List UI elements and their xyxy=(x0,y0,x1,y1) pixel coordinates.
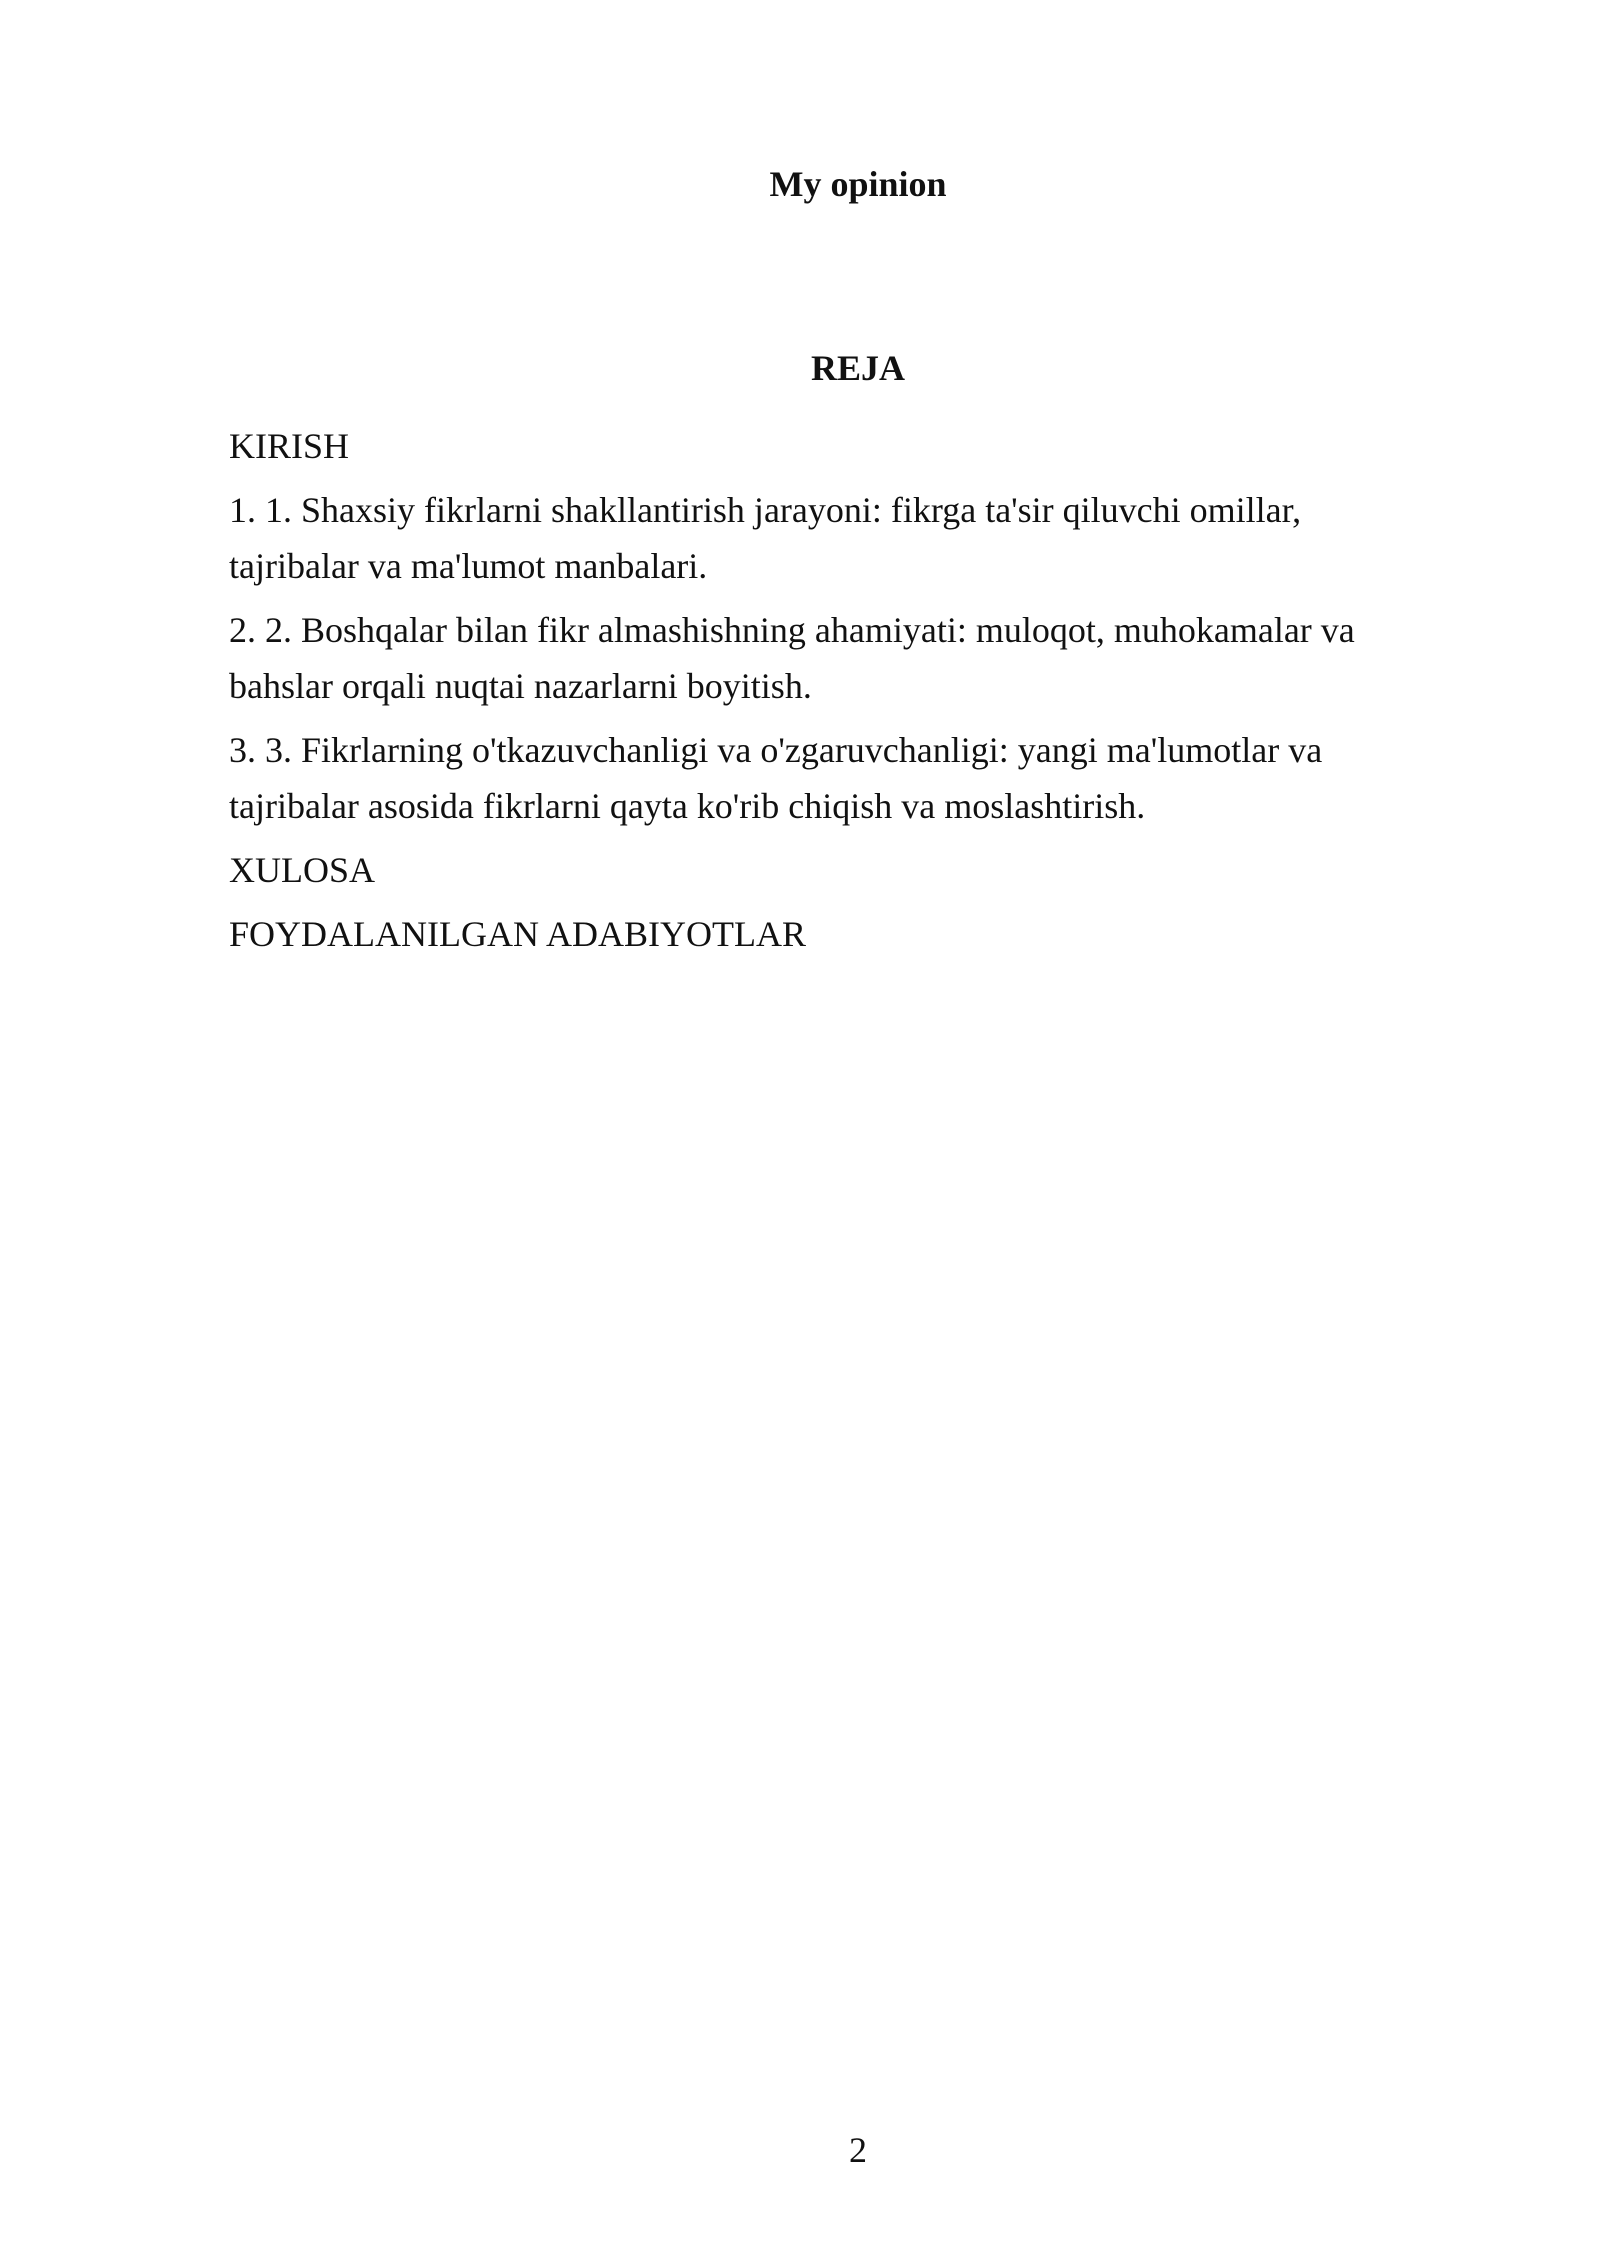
plan-list xyxy=(229,418,1429,970)
plan-item-introduction: KIRISH xyxy=(229,426,350,466)
plan-item-conclusion: XULOSA xyxy=(229,850,376,890)
plan-item-references: FOYDALANILGAN ADABIYOTLAR xyxy=(229,914,806,954)
plan-item-1: 1. 1. Shaxsiy fikrlarni shakllantirish jarayoni: fikrga ta'sir qiluvchi omillar, tajribalar va ma'lumot manbalari. xyxy=(229,490,1302,586)
document-title: My opinion xyxy=(769,164,947,204)
plan-item-2: 2. 2. Boshqalar bilan fikr almashishning ahamiyati: muloqot, muhokamalar va bahslar orqali nuqtai nazarlarni boyitish. xyxy=(229,610,1355,706)
plan-heading: REJA xyxy=(810,348,905,388)
page-number: 2 xyxy=(849,2130,867,2170)
plan-item-3: 3. 3. Fikrlarning o'tkazuvchanligi va o'zgaruvchanligi: yangi ma'lumotlar va tajribalar asosida fikrlarni qayta ko'rib chiqish va moslashtirish. xyxy=(229,730,1323,826)
